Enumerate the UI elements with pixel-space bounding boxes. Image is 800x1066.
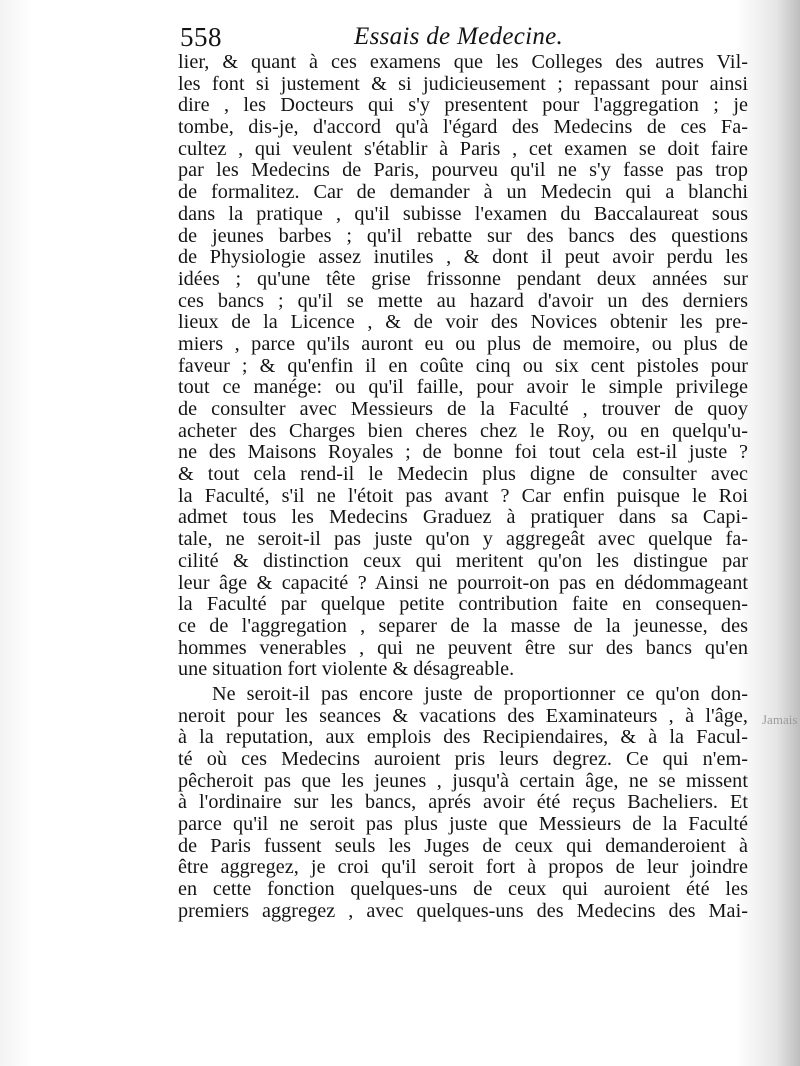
- text-line: tale, ne seroit-il pas juste qu'on y aggregeât avec quelque fa-: [178, 528, 748, 551]
- text-line: tout ce manége: ou qu'il faille, pour avoir le simple privilege: [178, 376, 748, 399]
- text-line: neroit pour les seances & vacations des Examinateurs , à l'âge,: [178, 704, 748, 727]
- text-line: de jeunes barbes ; qu'il rebatte sur des bancs des questions: [178, 224, 748, 247]
- text-line: de Paris fussent seuls les Juges de ceux qui demanderoient à: [178, 834, 748, 857]
- text-line: les font si justement & si judicieusement ; repassant pour ainsi: [178, 72, 748, 95]
- text-line: tombe, dis-je, d'accord qu'à l'égard des Medecins de ces Fa-: [178, 116, 748, 139]
- text-line: premiers aggregez , avec quelques-uns des Medecins des Mai-: [178, 899, 748, 922]
- text-line: ne des Maisons Royales ; de bonne foi tout cela est-il juste ?: [178, 441, 748, 464]
- paragraph-2: [178, 684, 748, 923]
- text-line: cilité & distinction ceux qui meritent qu'on les distingue par: [178, 549, 748, 572]
- text-line: Ne seroit-il pas encore juste de proportionner ce qu'on don-: [212, 682, 748, 705]
- text-line: la Faculté par quelque petite contribution faite en consequen-: [178, 593, 748, 616]
- text-line: lier, & quant à ces examens que les Colleges des autres Vil-: [178, 51, 748, 73]
- text-line: à l'ordinaire sur les bancs, aprés avoir été reçus Bacheliers. Et: [178, 791, 748, 814]
- text-line: cultez , qui veulent s'établir à Paris , cet examen se doit faire: [178, 137, 748, 160]
- text-line: idées ; qu'une tête grise frissonne pendant deux années sur: [178, 267, 748, 290]
- paragraph-1: [178, 52, 748, 681]
- text-line: de formalitez. Car de demander à un Medecin qui a blanchi: [178, 181, 748, 204]
- page-number: 558: [180, 22, 222, 52]
- text-line: dire , les Docteurs qui s'y presentent pour l'aggregation ; je: [178, 94, 748, 117]
- text-line: hommes venerables , qui ne peuvent être sur des bancs qu'en: [178, 636, 748, 659]
- text-line: en cette fonction quelques-uns de ceux qui auroient été les: [178, 878, 748, 901]
- text-line: à la reputation, aux emplois des Recipiendaires, & à la Facul-: [178, 726, 748, 749]
- text-line: ce de l'aggregation , separer de la masse de la jeunesse, des: [178, 614, 748, 637]
- text-line: miers , parce qu'ils auront eu ou plus de memoire, ou plus de: [178, 332, 748, 355]
- running-title: Essais de Medecine.: [354, 23, 564, 50]
- text-line: dans la pratique , qu'il subisse l'examen du Baccalaureat sous: [178, 202, 748, 225]
- page-header: [180, 20, 740, 54]
- text-line: parce qu'il ne seroit pas plus juste que Messieurs de la Faculté: [178, 813, 748, 836]
- text-line: la Faculté, s'il ne l'étoit pas avant ? Car enfin puisque le Roi: [178, 484, 748, 507]
- text-line: pêcheroit pas que les jeunes , jusqu'à certain âge, ne se missent: [178, 769, 748, 792]
- body-text: [178, 52, 748, 923]
- text-line: admet tous les Medecins Graduez à pratiquer dans sa Capi-: [178, 506, 748, 529]
- text-line: & tout cela rend-il le Medecin plus digne de consulter avec: [178, 463, 748, 486]
- margin-note: Jamais: [762, 712, 798, 727]
- text-line: de Physiologie assez inutiles , & dont il peut avoir perdu les: [178, 246, 748, 269]
- text-line: être aggregez, je croi qu'il seroit fort à propos de leur joindre: [178, 856, 748, 879]
- text-line: té où ces Medecins auroient pris leurs degrez. Ce qui n'em-: [178, 748, 748, 770]
- text-line: une situation fort violente & désagreable.: [178, 658, 515, 681]
- text-line: lieux de la Licence , & de voir des Novices obtenir les pre-: [178, 311, 748, 334]
- text-line: faveur ; & qu'enfin il en coûte cinq ou six cent pistoles pour: [178, 354, 748, 377]
- text-line: de consulter avec Messieurs de la Faculté , trouver de quoy: [178, 398, 748, 420]
- text-line: leur âge & capacité ? Ainsi ne pourroit-on pas en dédommageant: [178, 571, 748, 594]
- text-line: acheter des Charges bien cheres chez le Roy, ou en quelqu'u-: [178, 419, 748, 442]
- text-line: ces bancs ; qu'il se mette au hazard d'avoir un des derniers: [178, 289, 748, 312]
- text-line: par les Medecins de Paris, pourveu qu'il ne s'y fasse pas trop: [178, 159, 748, 182]
